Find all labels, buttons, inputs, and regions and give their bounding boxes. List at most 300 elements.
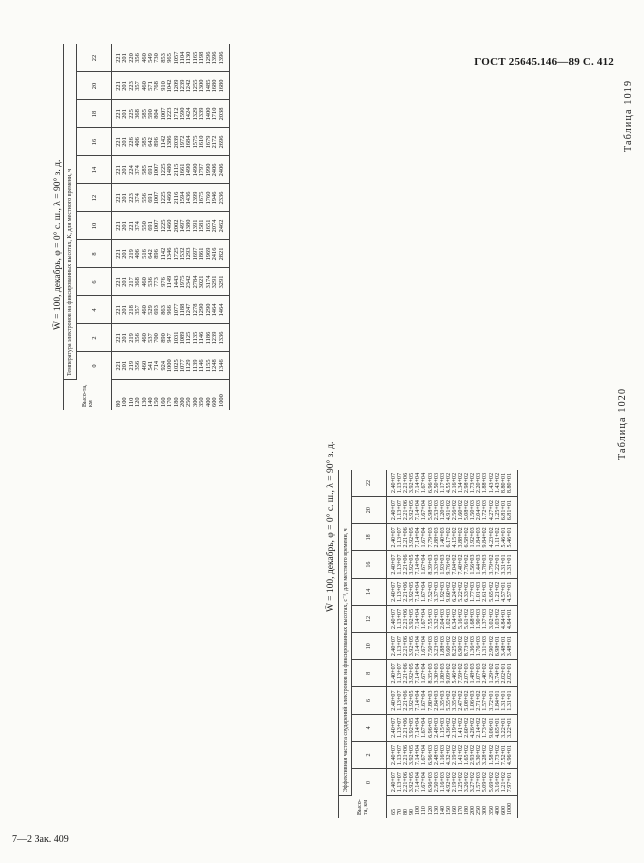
value-cell: 2038 bbox=[219, 100, 230, 128]
value-cell: 460 bbox=[142, 72, 148, 100]
value-cell: 2696 bbox=[219, 128, 230, 156]
value-cell: 7.14+04 bbox=[415, 551, 421, 578]
value-cell: 2.19+02 bbox=[452, 714, 458, 741]
value-cell: 7.50+03 bbox=[428, 633, 434, 660]
value-cell: 1225 bbox=[161, 156, 167, 184]
value-cell: 3.74+01 bbox=[495, 660, 501, 687]
value-cell: 965 bbox=[167, 45, 173, 73]
value-cell: 6.98+01 bbox=[495, 633, 501, 660]
value-cell: 1290 bbox=[199, 296, 205, 324]
value-cell: 730 bbox=[154, 45, 160, 73]
table-1020 bbox=[338, 470, 518, 818]
value-cell: 2.40+07 bbox=[387, 633, 398, 660]
table-1019 bbox=[63, 45, 230, 411]
value-cell: 1760 bbox=[206, 184, 212, 212]
value-cell: 3.23+03 bbox=[434, 633, 440, 660]
altitude-cell: 300 bbox=[482, 805, 489, 815]
value-cell: 1391 bbox=[193, 212, 199, 240]
value-cell: 3.28+02 bbox=[482, 741, 488, 768]
value-cell: 2.50+03 bbox=[434, 470, 440, 497]
value-cell: 1300 bbox=[199, 72, 205, 100]
value-cell: 7.04+02 bbox=[452, 551, 458, 578]
value-cell: 1.31+01 bbox=[501, 687, 507, 714]
value-cell: 2.60+02 bbox=[464, 714, 470, 741]
value-cell: 4.32+02 bbox=[446, 741, 452, 768]
value-cell: 947 bbox=[167, 324, 173, 352]
value-cell: 7.14+04 bbox=[415, 660, 421, 687]
value-cell: 2.21+06 bbox=[403, 605, 409, 632]
value-cell: 6.33+02 bbox=[464, 578, 470, 605]
value-cell: 2.40+07 bbox=[387, 497, 398, 524]
value-cell: 1460 bbox=[167, 184, 173, 212]
value-cell: 6.96+03 bbox=[428, 470, 434, 497]
value-cell: 2821 bbox=[219, 240, 230, 268]
value-cell: 2039 bbox=[174, 128, 180, 156]
value-cell: 1225 bbox=[161, 212, 167, 240]
value-cell: 1.31+01 bbox=[507, 687, 518, 714]
value-cell: 1.25+02 bbox=[495, 497, 501, 524]
value-cell: 3.30+03 bbox=[434, 660, 440, 687]
value-cell: 2074 bbox=[212, 212, 218, 240]
value-cell: 1.13+07 bbox=[397, 605, 403, 632]
value-cell: 221 bbox=[112, 324, 123, 352]
value-cell: 5.46+02 bbox=[452, 660, 458, 687]
table-1019-grid bbox=[63, 45, 230, 411]
value-cell: 4.26+02 bbox=[470, 714, 476, 741]
value-cell: 224 bbox=[129, 156, 135, 184]
value-cell: 9.60+02 bbox=[446, 578, 452, 605]
value-cell: 3.72+01 bbox=[489, 687, 495, 714]
value-cell: 9.60+02 bbox=[446, 633, 452, 660]
hour-header: 0 bbox=[352, 769, 387, 796]
value-cell: 1239 bbox=[212, 324, 218, 352]
page-header: ГОСТ 25645.146—89 С. 412 bbox=[474, 56, 614, 68]
altitude-cell: 400 bbox=[494, 805, 501, 815]
value-cell: 2.21+06 bbox=[403, 551, 409, 578]
value-cell: 1.67+04 bbox=[421, 497, 427, 524]
hour-header: 18 bbox=[77, 100, 112, 128]
value-cell: 910 bbox=[161, 72, 167, 100]
value-cell: 5.46+01 bbox=[507, 524, 518, 551]
value-cell: 585 bbox=[142, 100, 148, 128]
altitude-cell: 300 bbox=[191, 397, 199, 407]
value-cell: 1.13+07 bbox=[397, 714, 403, 741]
value-cell: 3.92+05 bbox=[409, 578, 415, 605]
value-cell: 7.52+01 bbox=[501, 741, 507, 768]
value-cell: 2.21+06 bbox=[403, 524, 409, 551]
value-cell: 896 bbox=[154, 128, 160, 156]
value-cell: 1293 bbox=[186, 240, 192, 268]
value-cell: 2.16+02 bbox=[452, 470, 458, 497]
value-cell: 1861 bbox=[199, 240, 205, 268]
value-cell: 1135 bbox=[193, 324, 199, 352]
value-cell: 1.15+03 bbox=[440, 714, 446, 741]
value-cell: 1.50+03 bbox=[470, 497, 476, 524]
value-cell: 217 bbox=[129, 268, 135, 296]
value-cell: 585 bbox=[142, 128, 148, 156]
value-cell: 6.96+03 bbox=[428, 769, 434, 796]
value-cell: 1149 bbox=[167, 268, 173, 296]
value-cell: 9.09+02 bbox=[446, 660, 452, 687]
value-cell: 5.08+02 bbox=[464, 497, 470, 524]
value-cell: 529 bbox=[148, 296, 154, 324]
value-cell: 7.14+04 bbox=[415, 470, 421, 497]
value-cell: 549 bbox=[148, 45, 154, 73]
value-cell: 1725 bbox=[174, 240, 180, 268]
value-cell: 1007 bbox=[154, 184, 160, 212]
value-cell: 357 bbox=[135, 72, 141, 100]
value-cell: 1.90+03 bbox=[476, 605, 482, 632]
value-cell: 9.84+02 bbox=[482, 524, 488, 551]
altitude-cell: 110 bbox=[421, 806, 428, 815]
value-cell: 1710 bbox=[212, 100, 218, 128]
value-cell: 406 bbox=[135, 240, 141, 268]
value-cell: 1025 bbox=[174, 352, 180, 380]
value-cell: 1485 bbox=[206, 72, 212, 100]
value-cell: 1.21+02 bbox=[495, 578, 501, 605]
altitude-cell: 170 bbox=[166, 397, 174, 407]
value-cell: 2.21+06 bbox=[403, 497, 409, 524]
value-cell: 1.93+03 bbox=[440, 551, 446, 578]
value-cell: 1680 bbox=[212, 72, 218, 100]
value-cell: 3.92+05 bbox=[409, 687, 415, 714]
value-cell: 4.36+02 bbox=[446, 714, 452, 741]
value-cell: 357 bbox=[135, 296, 141, 324]
value-cell: 642 bbox=[148, 240, 154, 268]
value-cell: 1139 bbox=[193, 352, 199, 380]
value-cell: 1697 bbox=[193, 240, 199, 268]
value-cell: 7.22+01 bbox=[495, 551, 501, 578]
altitude-cell: 120 bbox=[134, 397, 142, 407]
value-cell: 1142 bbox=[161, 128, 167, 156]
value-cell: 201 bbox=[122, 352, 128, 380]
value-cell: 460 bbox=[142, 296, 148, 324]
value-cell: 3.31+01 bbox=[501, 551, 507, 578]
value-cell: 356 bbox=[135, 45, 141, 73]
value-cell: 1007 bbox=[154, 156, 160, 184]
value-cell: 1000 bbox=[167, 352, 173, 380]
value-cell: 4.96+01 bbox=[507, 741, 518, 768]
value-cell: 3.22+01 bbox=[507, 714, 518, 741]
altitude-cell: 120 bbox=[427, 805, 434, 815]
value-cell: 221 bbox=[112, 45, 123, 73]
value-cell: 966 bbox=[167, 296, 173, 324]
value-cell: 1.57+03 bbox=[476, 769, 482, 796]
value-cell: 541 bbox=[148, 352, 154, 380]
value-cell: 201 bbox=[122, 268, 128, 296]
value-cell: 853 bbox=[161, 45, 167, 73]
value-cell: 1594 bbox=[180, 184, 186, 212]
value-cell: 1346 bbox=[167, 240, 173, 268]
altitude-cell: 170 bbox=[458, 805, 465, 815]
value-cell: 2.19+02 bbox=[452, 741, 458, 768]
value-cell: 1946 bbox=[212, 184, 218, 212]
value-cell: 3.48+01 bbox=[501, 633, 507, 660]
value-cell: 1.13+07 bbox=[397, 497, 403, 524]
value-cell: 1255 bbox=[193, 72, 199, 100]
value-cell: 7.40+02 bbox=[458, 551, 464, 578]
value-cell: 2.50+03 bbox=[434, 769, 440, 796]
value-cell: 2.88+03 bbox=[434, 524, 440, 551]
altitude-cell: 70 bbox=[397, 808, 404, 815]
value-cell: 6.96+03 bbox=[428, 741, 434, 768]
value-cell: 1.44+03 bbox=[476, 551, 482, 578]
value-cell: 7.76+02 bbox=[464, 551, 470, 578]
value-cell: 1125 bbox=[186, 324, 192, 352]
value-cell: 2.21+06 bbox=[403, 769, 409, 796]
value-cell: 2.40+07 bbox=[387, 714, 398, 741]
value-cell: 2.48+03 bbox=[434, 741, 440, 768]
value-cell: 7.14+04 bbox=[415, 714, 421, 741]
hour-header: 14 bbox=[352, 578, 387, 605]
altitude-cell: 600 bbox=[211, 397, 219, 407]
value-cell: 1077 bbox=[180, 352, 186, 380]
value-cell: 1.13+07 bbox=[397, 741, 403, 768]
value-cell: 1424 bbox=[186, 100, 192, 128]
hour-header: 14 bbox=[77, 156, 112, 184]
value-cell: 1104 bbox=[180, 45, 186, 73]
value-cell: 896 bbox=[154, 240, 160, 268]
value-cell: 368 bbox=[135, 100, 141, 128]
value-cell: 2.40+07 bbox=[387, 687, 398, 714]
value-cell: 6.58+02 bbox=[464, 524, 470, 551]
value-cell: 2406 bbox=[212, 156, 218, 184]
value-cell: 1.67+04 bbox=[421, 687, 427, 714]
value-cell: 3174 bbox=[206, 268, 212, 296]
value-cell: 3.92+05 bbox=[409, 470, 415, 497]
value-cell: 1.29+02 bbox=[489, 660, 495, 687]
value-cell: 4.57+01 bbox=[507, 578, 518, 605]
value-cell: 7.14+04 bbox=[415, 687, 421, 714]
value-cell: 1165 bbox=[193, 45, 199, 73]
value-cell: 5.69+02 bbox=[489, 769, 495, 796]
value-cell: 1.41+02 bbox=[458, 714, 464, 741]
value-cell: 201 bbox=[122, 45, 128, 73]
value-cell: 1680 bbox=[219, 72, 230, 100]
value-cell: 1042 bbox=[167, 72, 173, 100]
value-cell: 6.81+01 bbox=[507, 497, 518, 524]
value-cell: 1.34+02 bbox=[458, 470, 464, 497]
value-cell: 5.65+02 bbox=[489, 578, 495, 605]
value-cell: 1.25+02 bbox=[458, 769, 464, 796]
value-cell: 6.34+02 bbox=[452, 605, 458, 632]
value-cell: 1.13+07 bbox=[397, 470, 403, 497]
value-cell: 773 bbox=[154, 268, 160, 296]
value-cell: 1129 bbox=[186, 352, 192, 380]
value-cell: 1497 bbox=[180, 212, 186, 240]
value-cell: 2.40+07 bbox=[387, 578, 398, 605]
value-cell: 7.14+04 bbox=[415, 605, 421, 632]
value-cell: 225 bbox=[129, 100, 135, 128]
value-cell: 2784 bbox=[193, 268, 199, 296]
value-cell: 201 bbox=[122, 212, 128, 240]
value-cell: 1.73+02 bbox=[495, 741, 501, 768]
value-cell: 1436 bbox=[186, 184, 192, 212]
value-cell: 1.67+04 bbox=[421, 660, 427, 687]
value-cell: 2.21+06 bbox=[403, 741, 409, 768]
altitude-cell: 100 bbox=[415, 805, 422, 815]
value-cell: 2.19+02 bbox=[452, 769, 458, 796]
value-cell: 1396 bbox=[219, 45, 230, 73]
hour-header: 8 bbox=[77, 240, 112, 268]
value-cell: 2116 bbox=[174, 184, 180, 212]
table-row bbox=[507, 470, 518, 818]
hour-header: 6 bbox=[77, 268, 112, 296]
value-cell: 1399 bbox=[193, 184, 199, 212]
value-cell: 1336 bbox=[219, 324, 230, 352]
value-cell: 1290 bbox=[206, 296, 212, 324]
hour-header: 16 bbox=[77, 128, 112, 156]
value-cell: 3.92+05 bbox=[409, 714, 415, 741]
value-cell: 7.14+04 bbox=[415, 633, 421, 660]
value-cell: 1.13+07 bbox=[397, 633, 403, 660]
value-cell: 1.56+03 bbox=[470, 551, 476, 578]
value-cell: 2.48+03 bbox=[434, 714, 440, 741]
altitude-cell: 65 bbox=[391, 808, 397, 815]
altitude-cell: 180 bbox=[464, 805, 471, 815]
value-cell: 7.55+03 bbox=[428, 605, 434, 632]
value-cell: 7.59+02 bbox=[458, 660, 464, 687]
value-cell: 4.84+01 bbox=[507, 605, 518, 632]
value-cell: 1.13+07 bbox=[397, 687, 403, 714]
value-cell: 1400 bbox=[206, 100, 212, 128]
hour-header: 4 bbox=[352, 714, 387, 741]
value-cell: 460 bbox=[142, 352, 148, 380]
hour-header: 2 bbox=[352, 741, 387, 768]
value-cell: 3.88+02 bbox=[458, 524, 464, 551]
value-cell: 2.40+07 bbox=[387, 660, 398, 687]
value-cell: 1396 bbox=[212, 45, 218, 73]
value-cell: 2.04+03 bbox=[440, 605, 446, 632]
value-cell: 700 bbox=[154, 324, 160, 352]
value-cell: 2.40+07 bbox=[387, 741, 398, 768]
value-cell: 1198 bbox=[199, 45, 205, 73]
value-cell: 976 bbox=[161, 268, 167, 296]
value-cell: 4.57+01 bbox=[501, 578, 507, 605]
value-cell: 1.13+07 bbox=[397, 769, 403, 796]
value-cell: 1.80+03 bbox=[440, 660, 446, 687]
value-cell: 1.11+02 bbox=[495, 524, 501, 551]
value-cell: 9.76+02 bbox=[446, 551, 452, 578]
value-cell: 2.07+03 bbox=[464, 660, 470, 687]
altitude-cell: 80 bbox=[115, 400, 122, 407]
table-row bbox=[387, 470, 398, 818]
value-cell: 8.25+02 bbox=[452, 633, 458, 660]
value-cell: 1007 bbox=[161, 100, 167, 128]
altitude-cell: 1000 bbox=[507, 796, 518, 818]
value-cell: 1.67+04 bbox=[421, 714, 427, 741]
value-cell: 221 bbox=[112, 72, 123, 100]
value-cell: 3.35+02 bbox=[452, 687, 458, 714]
value-cell: 4.65+01 bbox=[495, 714, 501, 741]
value-cell: 1278 bbox=[193, 296, 199, 324]
value-cell: 1239 bbox=[180, 72, 186, 100]
value-cell: 1.13+07 bbox=[397, 578, 403, 605]
value-cell: 1532 bbox=[180, 240, 186, 268]
hour-header: 6 bbox=[352, 687, 387, 714]
value-cell: 2.21+06 bbox=[403, 687, 409, 714]
value-cell: 1.77+03 bbox=[470, 578, 476, 605]
value-cell: 1.84+03 bbox=[476, 524, 482, 551]
table-1020-name: Таблица 1020 bbox=[617, 387, 628, 460]
value-cell: 2.40+07 bbox=[387, 524, 398, 551]
hour-header: 20 bbox=[352, 497, 387, 524]
value-cell: 1490 bbox=[193, 156, 199, 184]
value-cell: 536 bbox=[148, 268, 154, 296]
value-cell: 1575 bbox=[193, 128, 199, 156]
value-cell: 516 bbox=[142, 240, 148, 268]
value-cell: 3.92+05 bbox=[409, 605, 415, 632]
value-cell: 3021 bbox=[199, 268, 205, 296]
value-cell: 863 bbox=[161, 296, 167, 324]
value-cell: 2342 bbox=[186, 268, 192, 296]
value-cell: 2.02+01 bbox=[501, 660, 507, 687]
value-cell: 221 bbox=[112, 156, 123, 184]
value-cell: 2336 bbox=[219, 184, 230, 212]
value-cell: 2406 bbox=[219, 156, 230, 184]
value-cell: 1.13+07 bbox=[397, 551, 403, 578]
value-cell: 1.65+02 bbox=[464, 741, 470, 768]
value-cell: 2.40+07 bbox=[387, 551, 398, 578]
value-cell: 3.27+02 bbox=[470, 769, 476, 796]
value-cell: 585 bbox=[142, 156, 148, 184]
value-cell: 2.98+02 bbox=[464, 470, 470, 497]
table-1020-title: W̄ = 100, декабрь, φ = 0° с. ш., λ = 90° з. д. bbox=[326, 441, 336, 612]
value-cell: 1.02+03 bbox=[446, 605, 452, 632]
value-cell: 1031 bbox=[174, 324, 180, 352]
hour-header: 2 bbox=[77, 324, 112, 352]
value-cell: 1443 bbox=[174, 268, 180, 296]
altitude-cell: 150 bbox=[153, 397, 161, 407]
value-cell: 2.47+02 bbox=[458, 687, 464, 714]
value-cell: 1.31+03 bbox=[482, 633, 488, 660]
altitude-cell: 90 bbox=[409, 808, 416, 815]
value-cell: 1.60+02 bbox=[458, 497, 464, 524]
value-cell: 356 bbox=[135, 352, 141, 380]
value-cell: 3.48+01 bbox=[507, 633, 518, 660]
value-cell: 3.31+01 bbox=[507, 551, 518, 578]
value-cell: 693 bbox=[154, 296, 160, 324]
value-cell: 201 bbox=[122, 156, 128, 184]
value-cell: 4.15+02 bbox=[452, 524, 458, 551]
value-cell: 1.58+02 bbox=[489, 741, 495, 768]
value-cell: 7.14+04 bbox=[415, 497, 421, 524]
table-1020-grid bbox=[338, 470, 518, 818]
value-cell: 8.39+03 bbox=[428, 551, 434, 578]
value-cell: 1225 bbox=[161, 184, 167, 212]
value-cell: 1.07+03 bbox=[476, 660, 482, 687]
value-cell: 219 bbox=[129, 352, 135, 380]
value-cell: 1651 bbox=[206, 212, 212, 240]
value-cell: 1464 bbox=[212, 296, 218, 324]
value-cell: 1610 bbox=[199, 128, 205, 156]
value-cell: 5.30+02 bbox=[476, 741, 482, 768]
value-cell: 1.92+03 bbox=[470, 524, 476, 551]
altitude-cell: 200 bbox=[470, 805, 477, 815]
value-cell: 5.55+02 bbox=[446, 687, 452, 714]
altitude-cell: 180 bbox=[172, 397, 180, 407]
value-cell: 7.79+03 bbox=[428, 524, 434, 551]
hour-header: 22 bbox=[352, 470, 387, 497]
value-cell: 2.90+02 bbox=[489, 633, 495, 660]
value-cell: 3.92+05 bbox=[409, 551, 415, 578]
value-cell: 1975 bbox=[180, 268, 186, 296]
value-cell: 714 bbox=[154, 352, 160, 380]
value-cell: 5.98+03 bbox=[428, 497, 434, 524]
value-cell: 1242 bbox=[186, 72, 192, 100]
value-cell: 1684 bbox=[186, 128, 192, 156]
altitude-cell: 100 bbox=[121, 397, 129, 407]
